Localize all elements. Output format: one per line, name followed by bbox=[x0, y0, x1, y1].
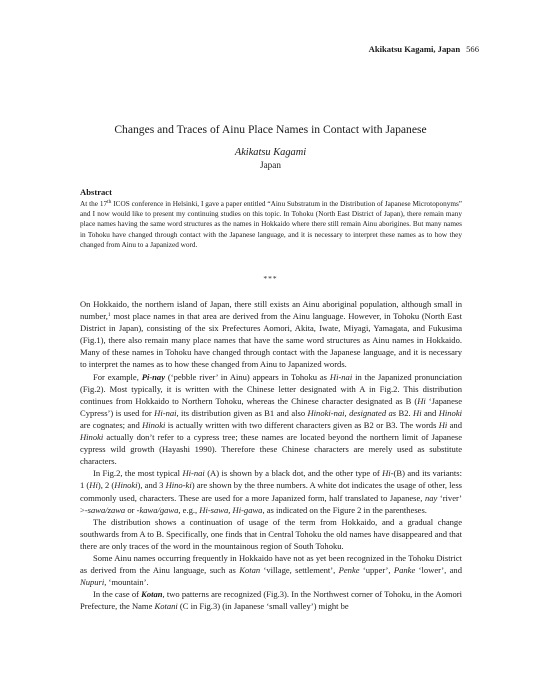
term: Hino-ki bbox=[165, 480, 192, 491]
text-run: ‘lower’, and bbox=[415, 565, 462, 576]
term: Nupuri bbox=[80, 577, 105, 588]
text-run: On Hokkaido, the northern island of Japan, there still exists an Ainu aboriginal population, although small in number, bbox=[80, 299, 462, 322]
text-run: , two patterns are recognized (Fig.3). In the Northwest corner of Tohoku, in the Aomori Prefecture, the Name bbox=[80, 589, 462, 612]
text-run: ), and 3 bbox=[137, 480, 166, 491]
text-run: Some Ainu names occurring frequently in Hokkaido have not as yet been recognized in the Tohoku District as derived from the Ainu language, such as bbox=[80, 552, 462, 576]
text-run: , as indicated on the Figure 2 in the parentheses. bbox=[262, 504, 427, 515]
term: Hi bbox=[89, 480, 98, 491]
text-run: most place names in that area are derived from the Ainu language. However, in Tohoku (North East District in Japan), consisting of the six Prefectures Aomori, Akita, Iwate, Miyagi, Yamagata, and Fukusima (Fig.1), there also remain many place names that have the same word structures as Ainu names in Hokkaido. Many of these names in Tohoku have changed through contact with the Japanese language, and it is necessary to interpret the names as to how these changed from Ainu to Japanized words. bbox=[80, 311, 462, 370]
term: Panke bbox=[393, 565, 416, 576]
text-run: ‘river’ >- bbox=[80, 492, 462, 515]
text-run: , its distribution given as B1 and also bbox=[176, 407, 308, 418]
abstract-part: ICOS conference in Helsinki, I gave a paper entitled “Ainu Substratum in the Distribution of Japanese Microtoponyms” and I now would like to present my continuing studies on this topic. In Tohoku (North East District of Japan), there remain many place names having the same word structures as the names in Hokkaido where there still remain Ainu aborigines. But many names in Tohoku have changed through contact with the Japanese language, and it is necessary to interpret these names as to how they changed from Ainu to a Japanized word. bbox=[80, 200, 463, 249]
term: Hinoki bbox=[80, 432, 104, 443]
term: Hinoki bbox=[142, 419, 166, 430]
term: Hi bbox=[413, 407, 422, 418]
footnote-ref: 1 bbox=[107, 312, 111, 319]
text-run: In Fig.2, the most typical bbox=[93, 468, 183, 479]
running-header bbox=[369, 44, 479, 54]
term: Hi bbox=[438, 419, 448, 430]
text-run: and bbox=[447, 419, 462, 430]
body-text bbox=[80, 298, 462, 612]
paragraph-1 bbox=[80, 298, 462, 371]
term: kawa/gawa bbox=[139, 504, 179, 515]
term: Hinoki bbox=[114, 480, 138, 491]
text-run: actually don’t refer to a cypress tree; these names are located beyond the northern limit of Japanese cypress wild growth (Hayashi 1990). Therefore these Chinese characters are merely used as substitute characters. bbox=[80, 432, 462, 467]
paragraph-4: The distribution shows a continuation of usage of the term from Hokkaido, and a gradual change southwards from A to B. Specifically, one finds that in Central Tohoku the old names have disappeared and that there are only traces of the word in the mountainous region of South Tohoku. bbox=[80, 516, 462, 551]
text-run: ‘upper’, bbox=[359, 565, 394, 576]
ordinal-superscript: th bbox=[107, 199, 112, 205]
paragraph-5 bbox=[80, 552, 462, 588]
text-run: or - bbox=[125, 504, 140, 515]
term: Hinoki bbox=[438, 407, 462, 418]
term: sawa/zawa bbox=[87, 504, 126, 515]
text-run: in the Japanized pronunciation (Fig.2). Most typically, it is written with the Chinese letter designated with A in Fig.2. This distribution continues from Hokkaido to Northern Tohoku, whereas the Chinese character designated as B ( bbox=[80, 371, 462, 406]
text-run: is actually written with two different characters given as B2 or B3. The words bbox=[165, 419, 439, 430]
term: Hi-nai bbox=[154, 407, 177, 418]
term: Hi-sawa, Hi-gawa bbox=[199, 504, 263, 515]
section-separator: *** bbox=[263, 274, 278, 283]
text-run: ‘village, settlement’, bbox=[260, 565, 339, 576]
article-title: Changes and Traces of Ainu Place Names in Contact with Japanese bbox=[114, 123, 427, 136]
author-country: Japan bbox=[260, 160, 281, 170]
text-run: and bbox=[421, 407, 439, 418]
text-run: are cognates; and bbox=[80, 419, 143, 430]
text-run: (A) is shown by a black dot, and the other type of bbox=[204, 468, 383, 479]
text-run: , ‘mountain’. bbox=[104, 577, 149, 588]
paragraph-2 bbox=[80, 371, 462, 468]
term: Hi-nai bbox=[329, 371, 353, 382]
abstract-part: At the 17 bbox=[80, 200, 108, 208]
text-run: ‘Japanese Cypress’) is used for bbox=[80, 395, 462, 418]
term: Kotan bbox=[239, 565, 261, 576]
page-number: 566 bbox=[466, 44, 479, 54]
abstract-text bbox=[80, 199, 462, 250]
paragraph-3 bbox=[80, 467, 462, 515]
term: Penke bbox=[338, 565, 360, 576]
text-run: (‘pebble river’ in Ainu) appears in Tohoku as bbox=[165, 371, 330, 382]
term: Hinoki-nai, designated as bbox=[307, 407, 397, 418]
text-run: In the case of bbox=[93, 589, 142, 600]
text-run: (B) and its variants: 1 ( bbox=[80, 468, 462, 491]
text-run: , e.g., bbox=[178, 504, 200, 515]
text-run: ) are shown by the three numbers. A white dot indicates the usage of other, less commonly used, characters. These are used for a more Japanized form, half translated to Japanese, bbox=[80, 480, 462, 503]
term: nay bbox=[424, 492, 438, 503]
running-title: Akikatsu Kagami, Japan bbox=[368, 44, 461, 54]
term: Hi-nai bbox=[182, 468, 205, 479]
term: Hi bbox=[417, 395, 426, 406]
paragraph-6 bbox=[80, 588, 462, 612]
term: Kotani bbox=[154, 601, 178, 612]
text-run: ), 2 ( bbox=[97, 480, 115, 491]
text-run: (C in Fig.3) (in Japanese ‘small valley’) might be bbox=[177, 601, 349, 612]
abstract-heading: Abstract bbox=[80, 187, 112, 197]
text-run: For example, bbox=[93, 371, 142, 382]
term-bold: Pi-nay bbox=[141, 371, 165, 382]
text-run: B2. bbox=[396, 407, 414, 418]
term: Hi- bbox=[382, 468, 394, 479]
author-name: Akikatsu Kagami bbox=[234, 147, 307, 158]
term-bold: Kotan bbox=[141, 589, 163, 600]
